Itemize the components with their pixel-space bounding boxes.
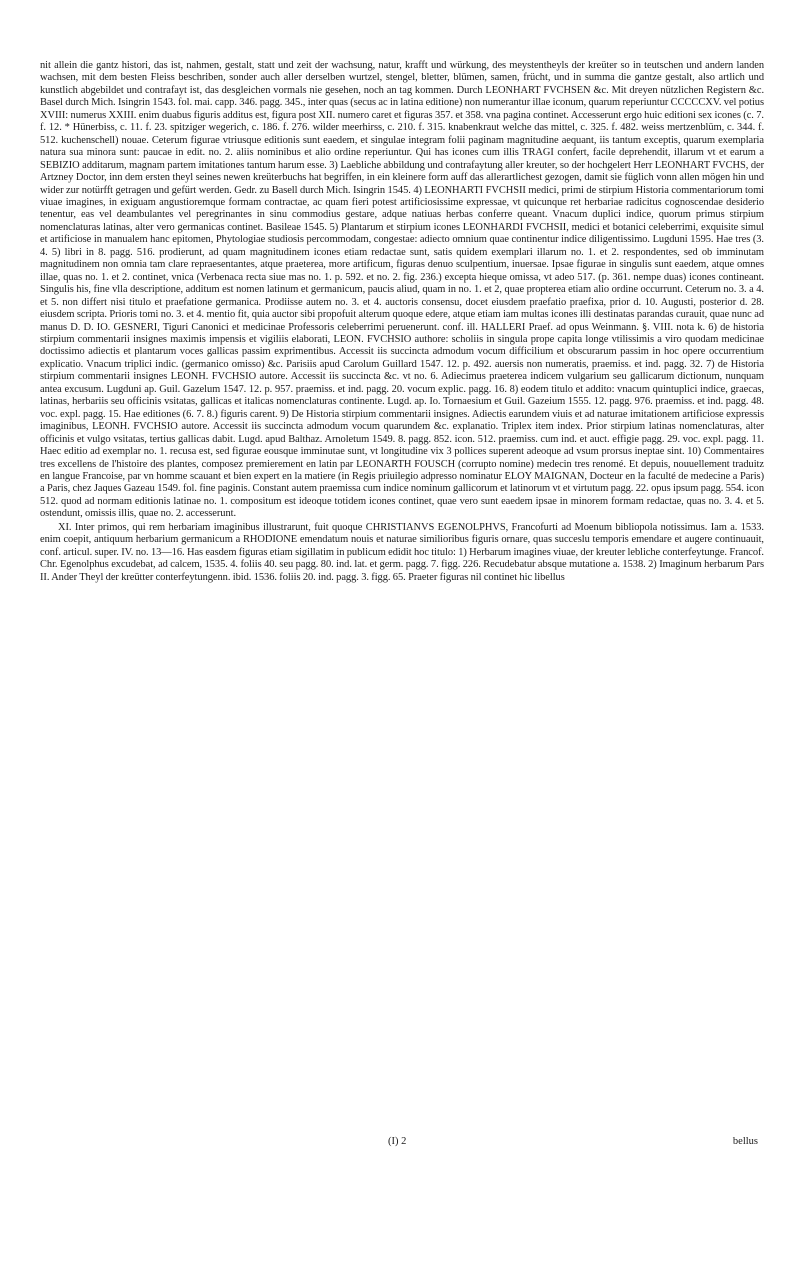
paragraph-fuchs-editions: nit allein die gantz histori, das ist, nahmen, gestalt, statt und zeit der wachsung, natur, krafft und würkung, des meystentheyls der kreüter so in teutschen und andern landen wachsen, mit dem besten Fleiss beschriben, sonder auch aller derselben wurtzel, stengel, bletter, blümen, samen, frücht, und in summa die gantze gestalt, also artlich und kunstlich abgebildet und contrafayt ist, das desgleichen vormals nie gesehen, noch an tag kommen. Durch LEONHART FVCHSEN &c. Mit dreyen nützlichen Registern &c. Basel durch Mich. Isingrin 1543. fol. mai. capp. 346. pagg. 345., inter quas (secus ac in latina editione) non numerantur illae iconum, quarum reperiuntur CCCCCXV. vel potius XVIII: numerus XXIII. enim duabus figuris additus est, figura post XII. numero caret et figuras 357. et 358. vna pagina continet. Accesserunt ergo huic editioni sex icones (c. 7. f. 12. * Hünerbiss, c. 11. f. 23. spitziger wegerich, c. 186. f. 276. wilder meerhirss, c. 210. f. 315. knabenkraut welche das mittel, c. 325. f. 482. weiss mertzenblüm, c. 344. f. 512. kuchenschell) nouae. Ceterum figurae vtriusque editionis sunt eaedem, et singulae integram folii paginam magnitudine aequant, iis tantum exceptis, quarum exemplaria natura sua minora sunt: paucae in edit. no. 2. aliis nominibus et alio ordine reperiuntur. Qui has icones cum illis TRAGI confert, facile deprehendit, illarum vt et earum a SEBIZIO additarum, magnam partem imitationes tantum harum esse. 3) Laebliche abbildung und contrafaytung aller kreuter, so der hochgelert Herr LEONHART FVCHS, der Artzney Doctor, inn dem ersten theyl seines newen kreüterbuchs hat begriffen, in ein kleinere form auff das allerartlichest gezogen, damit sie füglich vonn allen mögen hin und wider zur notürfft getragen und gefürt werden. Gedr. zu Basell durch Mich. Isingrin 1545. 4) LEONHARTI FVCHSII medici, primi de stirpium Historia commentariorum tomi viuae imagines, in exiguam angustioremque formam contractae, ac quam fieri potest artificiosissime expressae, vt quicunque ret herbariae radicitus cognoscendae desiderio tenentur, eas vel deambulantes vel peregrinantes in sinu commodius gestare, adque natiuas herbas conferre queant. Vnacum duplici indice, quorum primus stirpium nomenclaturas latinas, alter vero germanicas continet. Basileae 1545. 5) Plantarum et stirpium icones LEONHARDI FVCHSII, medici et botanici celeberrimi, exquisite simul et artificiose in manualem hanc epitomen, Phytologiae studiosis percommodam, congestae: adiecto omnium quae continentur indice diligentissimo. Lugduni 1595. Hae tres (3. 4. 5) libri in 8. pagg. 516. prodierunt, ad quam magnitudinem icones etiam redactae sunt, satis quidem exemplari illarum no. 1. et 2. respondentes, sed ob imminutam magnitudinem non omnia tam clare repraesentantes, atque praeterea, more artificum, figuras denuo sculpentium, inuersae. Ipsae figurae in singulis sunt eaedem, atque omnes illae, quas no. 1. et 2. continet, vnica (Verbenaca recta siue mas no. 1. p. 592. et no. 2. fig. 236.) excepta hieque omissa, vt adeo 517. (p. 361. nempe duas) icones contineant. Singulis his, fine vlla descriptione, additum est nomen latinum et germanicum, paucis aliud, quam in no. 1. et 2, quae propterea etiam alio ordine occurrunt. Ceterum no. 3. a 4. et 5. non differt nisi titulo et praefatione germanica. Prodiisse autem no. 3. et 4. auctoris consensu, docet eiusdem praefatio praefixa, prior d. 10. Augusti, posterior d. 28. eiusdem scripta. Prioris tomi no. 3. et 4. mentio fit, quia auctor sibi propofuit alterum quoque edere, atque etiam iam multas icones illi destinatas parandas curauit, quae nunc ad manus D. D. IO. GESNERI, Tiguri Canonici et medicinae Professoris celeberrimi peruenerunt. conf. ill. HALLERI Praef. ad opus Weinmann. §. VIII. nota k. 6) de historia stirpium commentarii insignes maximis impensis et vigiliis elaborati, LEON. FVCHSIO authore: scholiis in singula prope capita longe vtilissimis a viro quodam medicinae doctissimo adiectis et plantarum voces gallicas passim exprimentibus. Accessit iis succincta admodum vocum difficilium et obscurarum passim in hoc opere occurrentium explicatio. Vnacum triplici indic. (germanico omisso) &c. Parisiis apud Carolum Guillard 1547. 12. p. 492. auersis non numeratis, praemiss. et ind. pagg. 32. 7) de Historia stirpium commentarii insignes LEONH. FVCHSIO autore. Accessit iis succincta &c. vt no. 6. Adiecimus praeterea indicem vulgarium seu gallicarum dictionum, nunquam antea excusum. Lugduni ap. Guil. Gazelum 1547. 12. p. 957. praemiss. et ind. pagg. 20. vocum explic. pagg. 16. 8) eodem titulo et addito: vnacum quintuplici indice, graecas, latinas, herbariis seu officinis vsitatas, gallicas et italicas nomenclaturas continente. Lugd. ap. Io. Tornaesium et Guil. Gazeium 1555. 12. pagg. 976. praemiss. et ind. pagg. 48. voc. expl. pagg. 15. Hae editiones (6. 7. 8.) figuris carent. 9) De Historia stirpium commentarii insignes. Adiectis earundem viuis et ad naturae imitationem artificiose expressis imaginibus, LEONH. FVCHSIO autore. Accessit iis succincta admodum vocum quarundem &c. explanatio. Triplex item index. Prior stirpium latinas nomenclaturas, alter officinis et vulgo vsitatas, tertius gallicas dabit. Lugd. apud Balthaz. Arnoletum 1549. 8. pagg. 852. icon. 512. praemiss. cum ind. et auct. effigie pagg. 29. voc. expl. pagg. 11. Haec editio ad exemplar no. 1. recusa est, sed figurae eousque imminutae sunt, vt longitudine vix 3 pollices superent adeoque ad vsum prorsus ineptae sint. 10) Commentaires tres excellens de l'histoire des plantes, composez premierement en latin par LEONARTH FOUSCH (corrupto nomine) medecin tres renomé. Et depuis, nouuellement traduitz en langue Francoise, par vn homme scauant et bien expert en la matiere (in Regis priuilegio adpresso nominatur ELOY MAIGNAN, Docteur en la faculté de medecine a Paris) a Paris, chez Jaques Gazeau 1549. fol. fine paginis. Constant autem praemissa cum indice nominum gallicorum et latinorum vt et virtutum pagg. 22. opus ipsum pagg. 554. icon 512. quod ad normam editionis latinae no. 1. compositum est ideoque totidem icones continet, quae vero sunt eaedem ipsae in minorem formam redactae, quas no. 3. 4. et 5. ostendunt, omissis illis, quae no. 2. accesserunt. [40,60,764,520]
signature-mark: (I) 2 [388,1136,407,1147]
paragraph-egenolph: XI. Inter primos, qui rem herbariam imaginibus illustrarunt, fuit quoque CHRISTIANVS EGENOLPHVS, Francofurti ad Moenum bibliopola notissimus. Iam a. 1533. enim coepit, antiquum herbarium germanicum a RHODIONE emendatum nouis et naturae similioribus figuris ornare, quas succeslu temporis emendare et augere continuauit, conf. articul. super. IV. no. 13—16. Has easdem figuras etiam sigillatim in publicum edidit hoc titulo: 1) Herbarum imagines viuae, der kreuter lebliche conterfeytunge. Francof. Chr. Egenolphus excudebat, ad calcem, 1535. 4. foliis 40. seu pagg. 80. ind. lat. et germ. pagg. 7. figg. 226. Recudebatur absque mutatione a. 1538. 2) Imaginum herbarum Pars II. Ander Theyl der kreütter conterfeytungenn. ibid. 1536. foliis 20. ind. pagg. 3. figg. 65. Praeter figuras nil continet hic libellus [40,521,764,583]
body-text [40,60,764,584]
catchword: bellus [732,1136,758,1147]
page-footer [0,1136,800,1150]
